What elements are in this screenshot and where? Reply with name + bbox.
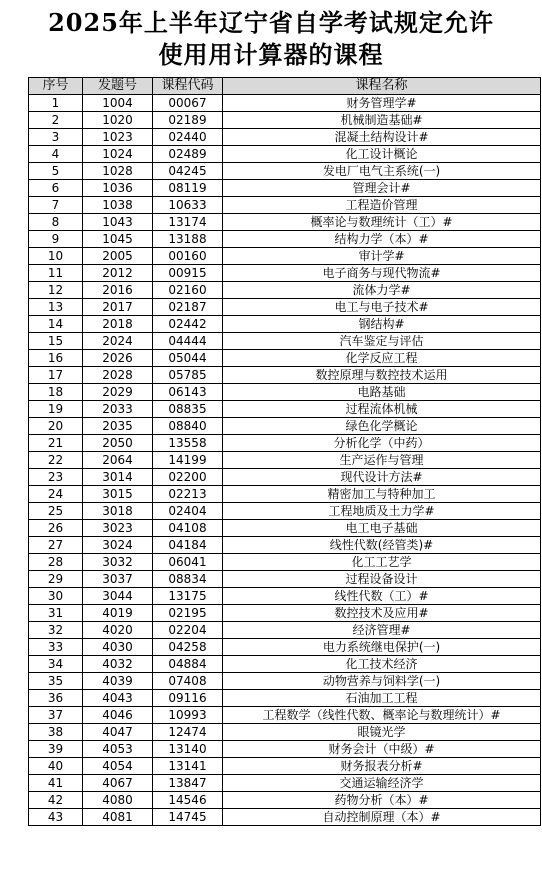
cell-course-name: 石油加工工程 bbox=[223, 690, 541, 707]
cell-course-code: 13175 bbox=[153, 588, 223, 605]
table-row bbox=[29, 673, 541, 690]
table-row bbox=[29, 146, 541, 163]
cell-course-code: 00160 bbox=[153, 248, 223, 265]
cell-index: 10 bbox=[29, 248, 83, 265]
cell-course-name: 工程造价管理 bbox=[223, 197, 541, 214]
cell-course-code: 02200 bbox=[153, 469, 223, 486]
cell-index: 13 bbox=[29, 299, 83, 316]
cell-course-code: 02440 bbox=[153, 129, 223, 146]
table-row bbox=[29, 554, 541, 571]
cell-course-code: 08834 bbox=[153, 571, 223, 588]
table-row bbox=[29, 690, 541, 707]
cell-exam-number: 3032 bbox=[83, 554, 153, 571]
cell-course-code: 13558 bbox=[153, 435, 223, 452]
cell-course-name: 概率论与数理统计（工）# bbox=[223, 214, 541, 231]
cell-course-code: 13847 bbox=[153, 775, 223, 792]
cell-index: 41 bbox=[29, 775, 83, 792]
table-row bbox=[29, 520, 541, 537]
cell-course-code: 04245 bbox=[153, 163, 223, 180]
cell-course-name: 财务会计（中级）# bbox=[223, 741, 541, 758]
cell-course-code: 04184 bbox=[153, 537, 223, 554]
cell-exam-number: 1024 bbox=[83, 146, 153, 163]
cell-exam-number: 3024 bbox=[83, 537, 153, 554]
cell-course-code: 02489 bbox=[153, 146, 223, 163]
cell-index: 8 bbox=[29, 214, 83, 231]
cell-index: 31 bbox=[29, 605, 83, 622]
table-row bbox=[29, 452, 541, 469]
cell-course-name: 电工与电子技术# bbox=[223, 299, 541, 316]
cell-course-name: 化工设计概论 bbox=[223, 146, 541, 163]
cell-index: 12 bbox=[29, 282, 83, 299]
cell-course-name: 化学反应工程 bbox=[223, 350, 541, 367]
cell-index: 33 bbox=[29, 639, 83, 656]
cell-index: 35 bbox=[29, 673, 83, 690]
cell-index: 18 bbox=[29, 384, 83, 401]
cell-exam-number: 3014 bbox=[83, 469, 153, 486]
cell-course-name: 发电厂电气主系统(一) bbox=[223, 163, 541, 180]
cell-index: 38 bbox=[29, 724, 83, 741]
cell-course-name: 交通运输经济学 bbox=[223, 775, 541, 792]
cell-course-code: 13140 bbox=[153, 741, 223, 758]
cell-course-code: 12474 bbox=[153, 724, 223, 741]
cell-index: 40 bbox=[29, 758, 83, 775]
cell-course-name: 化工工艺学 bbox=[223, 554, 541, 571]
cell-exam-number: 2064 bbox=[83, 452, 153, 469]
cell-index: 42 bbox=[29, 792, 83, 809]
table-row bbox=[29, 265, 541, 282]
cell-course-name: 审计学# bbox=[223, 248, 541, 265]
cell-exam-number: 2033 bbox=[83, 401, 153, 418]
cell-course-name: 电路基础 bbox=[223, 384, 541, 401]
cell-course-code: 14745 bbox=[153, 809, 223, 826]
cell-index: 15 bbox=[29, 333, 83, 350]
cell-course-name: 精密加工与特种加工 bbox=[223, 486, 541, 503]
cell-course-name: 机械制造基础# bbox=[223, 112, 541, 129]
table-row bbox=[29, 231, 541, 248]
cell-course-name: 汽车鉴定与评估 bbox=[223, 333, 541, 350]
table-row bbox=[29, 214, 541, 231]
cell-index: 21 bbox=[29, 435, 83, 452]
table-row bbox=[29, 622, 541, 639]
cell-index: 28 bbox=[29, 554, 83, 571]
cell-exam-number: 4030 bbox=[83, 639, 153, 656]
table-row bbox=[29, 537, 541, 554]
cell-index: 11 bbox=[29, 265, 83, 282]
table-row bbox=[29, 571, 541, 588]
cell-index: 22 bbox=[29, 452, 83, 469]
cell-course-code: 02189 bbox=[153, 112, 223, 129]
cell-course-code: 09116 bbox=[153, 690, 223, 707]
cell-course-name: 结构力学（本）# bbox=[223, 231, 541, 248]
cell-course-name: 药物分析（本）# bbox=[223, 792, 541, 809]
cell-course-name: 电子商务与现代物流# bbox=[223, 265, 541, 282]
cell-exam-number: 1020 bbox=[83, 112, 153, 129]
cell-course-name: 现代设计方法# bbox=[223, 469, 541, 486]
cell-course-code: 08840 bbox=[153, 418, 223, 435]
table-row bbox=[29, 792, 541, 809]
table-row bbox=[29, 418, 541, 435]
table-row bbox=[29, 163, 541, 180]
cell-course-name: 工程数学（线性代数、概率论与数理统计）# bbox=[223, 707, 541, 724]
cell-course-code: 04258 bbox=[153, 639, 223, 656]
cell-course-name: 电工电子基础 bbox=[223, 520, 541, 537]
table-row bbox=[29, 282, 541, 299]
cell-index: 6 bbox=[29, 180, 83, 197]
cell-course-name: 化工技术经济 bbox=[223, 656, 541, 673]
cell-course-name: 混凝土结构设计# bbox=[223, 129, 541, 146]
cell-course-code: 10993 bbox=[153, 707, 223, 724]
cell-index: 34 bbox=[29, 656, 83, 673]
cell-exam-number: 3037 bbox=[83, 571, 153, 588]
cell-exam-number: 4046 bbox=[83, 707, 153, 724]
table-row bbox=[29, 435, 541, 452]
cell-course-code: 06041 bbox=[153, 554, 223, 571]
cell-index: 14 bbox=[29, 316, 83, 333]
cell-index: 20 bbox=[29, 418, 83, 435]
table-row bbox=[29, 503, 541, 520]
cell-exam-number: 4020 bbox=[83, 622, 153, 639]
cell-index: 29 bbox=[29, 571, 83, 588]
cell-course-code: 02195 bbox=[153, 605, 223, 622]
cell-exam-number: 2016 bbox=[83, 282, 153, 299]
cell-index: 24 bbox=[29, 486, 83, 503]
cell-index: 32 bbox=[29, 622, 83, 639]
cell-index: 27 bbox=[29, 537, 83, 554]
cell-index: 9 bbox=[29, 231, 83, 248]
table-row bbox=[29, 588, 541, 605]
cell-course-code: 14546 bbox=[153, 792, 223, 809]
course-table bbox=[28, 77, 541, 826]
table-body bbox=[29, 95, 541, 826]
cell-course-code: 10633 bbox=[153, 197, 223, 214]
cell-course-code: 13174 bbox=[153, 214, 223, 231]
cell-course-code: 02204 bbox=[153, 622, 223, 639]
cell-exam-number: 4080 bbox=[83, 792, 153, 809]
cell-exam-number: 4032 bbox=[83, 656, 153, 673]
cell-course-name: 自动控制原理（本）# bbox=[223, 809, 541, 826]
table-row bbox=[29, 333, 541, 350]
cell-index: 30 bbox=[29, 588, 83, 605]
cell-course-name: 管理会计# bbox=[223, 180, 541, 197]
cell-course-name: 经济管理# bbox=[223, 622, 541, 639]
table-header-row bbox=[29, 78, 541, 95]
cell-course-name: 生产运作与管理 bbox=[223, 452, 541, 469]
table-row bbox=[29, 112, 541, 129]
header-index: 序号 bbox=[29, 78, 83, 95]
header-course-code: 课程代码 bbox=[153, 78, 223, 95]
cell-course-name: 数控技术及应用# bbox=[223, 605, 541, 622]
cell-course-code: 04884 bbox=[153, 656, 223, 673]
cell-exam-number: 2029 bbox=[83, 384, 153, 401]
cell-index: 37 bbox=[29, 707, 83, 724]
cell-exam-number: 1045 bbox=[83, 231, 153, 248]
table-row bbox=[29, 605, 541, 622]
cell-exam-number: 4043 bbox=[83, 690, 153, 707]
table-row bbox=[29, 724, 541, 741]
cell-exam-number: 4054 bbox=[83, 758, 153, 775]
cell-exam-number: 3018 bbox=[83, 503, 153, 520]
table-row bbox=[29, 248, 541, 265]
cell-course-code: 08835 bbox=[153, 401, 223, 418]
cell-course-code: 02160 bbox=[153, 282, 223, 299]
page-title-line-1: 2025年上半年辽宁省自学考试规定允许 bbox=[48, 7, 494, 37]
cell-index: 1 bbox=[29, 95, 83, 112]
cell-index: 36 bbox=[29, 690, 83, 707]
cell-index: 16 bbox=[29, 350, 83, 367]
cell-exam-number: 2012 bbox=[83, 265, 153, 282]
table-row bbox=[29, 95, 541, 112]
table-row bbox=[29, 741, 541, 758]
cell-exam-number: 1004 bbox=[83, 95, 153, 112]
cell-index: 25 bbox=[29, 503, 83, 520]
header-exam-number: 发题号 bbox=[83, 78, 153, 95]
cell-course-name: 工程地质及土力学# bbox=[223, 503, 541, 520]
table-row bbox=[29, 809, 541, 826]
cell-course-code: 08119 bbox=[153, 180, 223, 197]
cell-course-name: 动物营养与饲料学(一) bbox=[223, 673, 541, 690]
table-row bbox=[29, 639, 541, 656]
cell-index: 23 bbox=[29, 469, 83, 486]
cell-exam-number: 3023 bbox=[83, 520, 153, 537]
cell-index: 17 bbox=[29, 367, 83, 384]
cell-course-name: 数控原理与数控技术运用 bbox=[223, 367, 541, 384]
cell-course-code: 04108 bbox=[153, 520, 223, 537]
cell-course-code: 00067 bbox=[153, 95, 223, 112]
cell-index: 43 bbox=[29, 809, 83, 826]
cell-exam-number: 1036 bbox=[83, 180, 153, 197]
cell-index: 26 bbox=[29, 520, 83, 537]
cell-course-code: 13141 bbox=[153, 758, 223, 775]
cell-course-name: 电力系统继电保护(一) bbox=[223, 639, 541, 656]
cell-exam-number: 4081 bbox=[83, 809, 153, 826]
cell-exam-number: 2035 bbox=[83, 418, 153, 435]
cell-course-name: 线性代数（工）# bbox=[223, 588, 541, 605]
table-row bbox=[29, 469, 541, 486]
cell-exam-number: 4053 bbox=[83, 741, 153, 758]
cell-exam-number: 2028 bbox=[83, 367, 153, 384]
cell-exam-number: 4047 bbox=[83, 724, 153, 741]
cell-index: 4 bbox=[29, 146, 83, 163]
cell-course-name: 过程设备设计 bbox=[223, 571, 541, 588]
table-row bbox=[29, 350, 541, 367]
cell-index: 39 bbox=[29, 741, 83, 758]
cell-exam-number: 2018 bbox=[83, 316, 153, 333]
cell-index: 3 bbox=[29, 129, 83, 146]
cell-course-name: 分析化学（中药） bbox=[223, 435, 541, 452]
cell-exam-number: 2005 bbox=[83, 248, 153, 265]
page-title-line-2: 使用用计算器的课程 bbox=[158, 39, 384, 69]
cell-course-code: 05044 bbox=[153, 350, 223, 367]
table-row bbox=[29, 401, 541, 418]
title-block bbox=[0, 0, 542, 77]
cell-exam-number: 1038 bbox=[83, 197, 153, 214]
cell-course-code: 14199 bbox=[153, 452, 223, 469]
cell-exam-number: 2026 bbox=[83, 350, 153, 367]
cell-exam-number: 3015 bbox=[83, 486, 153, 503]
cell-exam-number: 1028 bbox=[83, 163, 153, 180]
cell-course-code: 02213 bbox=[153, 486, 223, 503]
cell-index: 19 bbox=[29, 401, 83, 418]
table-row bbox=[29, 180, 541, 197]
cell-course-name: 财务管理学# bbox=[223, 95, 541, 112]
cell-course-name: 绿色化学概论 bbox=[223, 418, 541, 435]
cell-course-code: 05785 bbox=[153, 367, 223, 384]
table-row bbox=[29, 707, 541, 724]
cell-exam-number: 2017 bbox=[83, 299, 153, 316]
table-row bbox=[29, 316, 541, 333]
cell-course-code: 07408 bbox=[153, 673, 223, 690]
table-row bbox=[29, 384, 541, 401]
cell-course-name: 流体力学# bbox=[223, 282, 541, 299]
cell-course-code: 04444 bbox=[153, 333, 223, 350]
table-row bbox=[29, 758, 541, 775]
cell-course-name: 过程流体机械 bbox=[223, 401, 541, 418]
table-row bbox=[29, 486, 541, 503]
cell-course-code: 00915 bbox=[153, 265, 223, 282]
cell-course-code: 02187 bbox=[153, 299, 223, 316]
cell-exam-number: 1023 bbox=[83, 129, 153, 146]
cell-course-code: 06143 bbox=[153, 384, 223, 401]
cell-course-code: 13188 bbox=[153, 231, 223, 248]
table-row bbox=[29, 129, 541, 146]
cell-exam-number: 2050 bbox=[83, 435, 153, 452]
cell-exam-number: 4039 bbox=[83, 673, 153, 690]
cell-exam-number: 2024 bbox=[83, 333, 153, 350]
cell-course-code: 02404 bbox=[153, 503, 223, 520]
table-row bbox=[29, 656, 541, 673]
cell-index: 5 bbox=[29, 163, 83, 180]
cell-exam-number: 3044 bbox=[83, 588, 153, 605]
table-row bbox=[29, 775, 541, 792]
cell-exam-number: 4019 bbox=[83, 605, 153, 622]
table-row bbox=[29, 299, 541, 316]
cell-course-name: 财务报表分析# bbox=[223, 758, 541, 775]
cell-index: 2 bbox=[29, 112, 83, 129]
table-row bbox=[29, 367, 541, 384]
cell-index: 7 bbox=[29, 197, 83, 214]
cell-exam-number: 4067 bbox=[83, 775, 153, 792]
cell-course-name: 线性代数(经管类)# bbox=[223, 537, 541, 554]
header-course-name: 课程名称 bbox=[223, 78, 541, 95]
table-row bbox=[29, 197, 541, 214]
cell-course-code: 02442 bbox=[153, 316, 223, 333]
cell-course-name: 钢结构# bbox=[223, 316, 541, 333]
cell-exam-number: 1043 bbox=[83, 214, 153, 231]
cell-course-name: 眼镜光学 bbox=[223, 724, 541, 741]
